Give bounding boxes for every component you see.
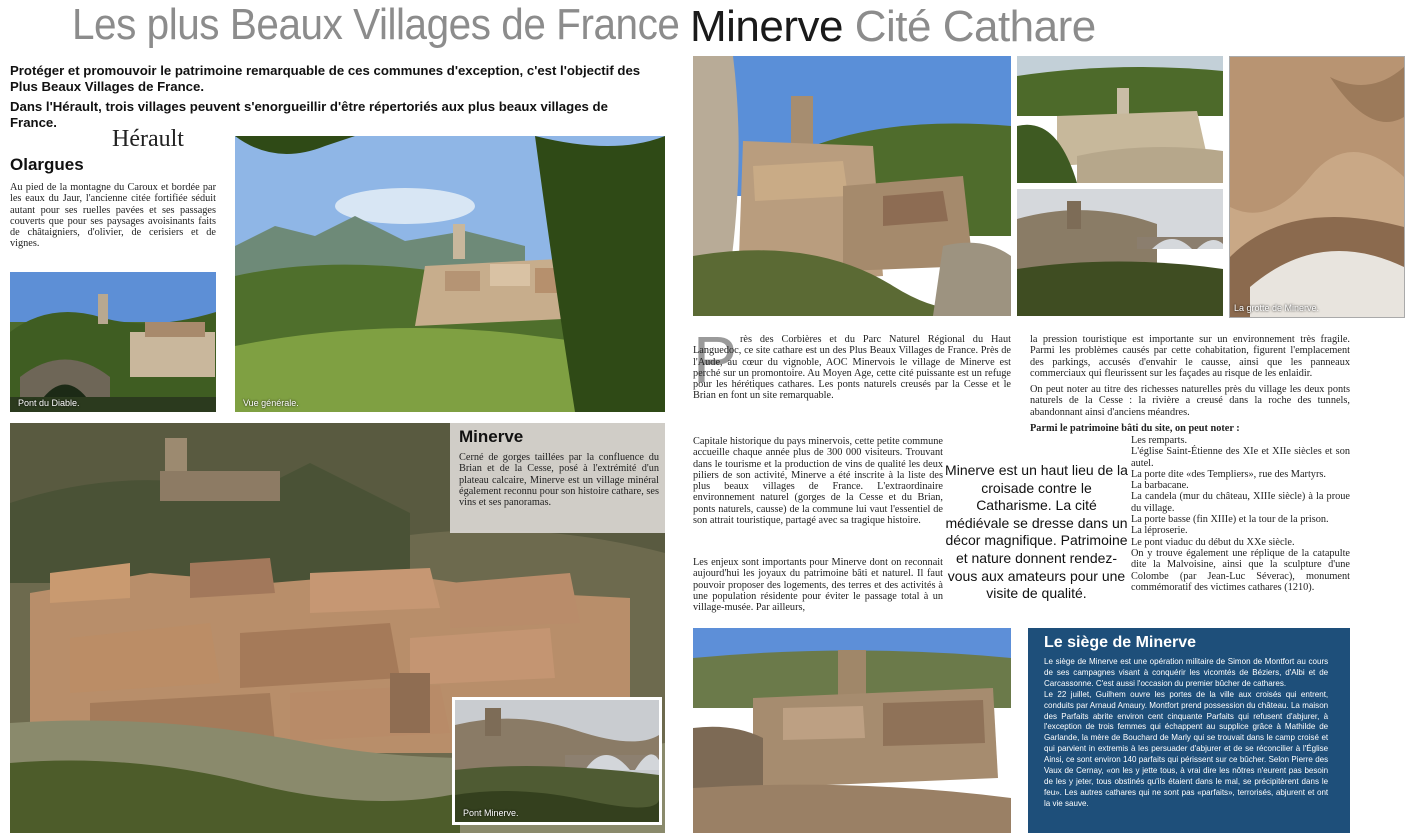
minerve-cliff-photo: [1017, 56, 1223, 183]
intro-paragraph-2: Dans l'Hérault, trois villages peuvent s'enorgueillir d'être répertoriés aux plus beaux villages de France.: [10, 99, 608, 130]
siege-paragraph-1: Le siège de Minerve est une opération militaire de Simon de Montfort au cours de ses campagnes visant à conquérir les vicomtés de Béziers, d'Albi et de Carcassonne. C'est aussi l'occasion du premier bûcher de cathares.: [1044, 656, 1329, 688]
patrimoine-item: La porte dite «des Templiers», rue des Martyrs.: [1131, 468, 1326, 480]
left-page-title: Les plus Beaux Villages de France: [72, 0, 680, 49]
intro-paragraph-1: Protéger et promouvoir le patrimoine remarquable de ces communes d'exception, c'est l'objectif des Plus Beaux Villages de France.: [10, 63, 641, 94]
olargues-text: Au pied de la montagne du Caroux et bordée par les eaux du Jaur, l'ancienne citée fortifiée séduit autant pour ses ruelles pavées et ses passages couverts que pour ses paysages avoisinants faits de châtaigniers, d'olivier, de cerisiers et de vignes.: [10, 182, 216, 250]
patrimoine-list: [1131, 435, 1350, 593]
article-col1-p1: rès des Corbières et du Parc Naturel Régional du Haut Languedoc, ce site cathare est un des Plus Beaux Villages de France. Près de l'Aude, au cœur du vignoble, AOC Minervois le village de Minerve est perché sur un promontoire. Au Moyen Age, cette cité puissante est un refuge pour les hérétiques cathares. Les ponts naturels creusés par la Cesse et le Brian en font un site remarquable.: [693, 334, 1011, 402]
minerve-viaduct-photo: [1017, 189, 1223, 316]
right-page-title: [690, 2, 1096, 52]
minerve-village-photo: [693, 56, 1011, 316]
pull-quote: Minerve est un haut lieu de la croisade contre le Catharisme. La cité médiévale se dresse dans un décor magnifique. Patrimoine et nature donnent rendez-vous aux amateurs pour une visite de qualité.: [945, 462, 1128, 602]
grotte-photo: [1229, 56, 1405, 318]
patrimoine-item: La léproserie.: [1131, 525, 1188, 537]
patrimoine-item: Le pont viaduc du début du XXe siècle.: [1131, 536, 1295, 548]
patrimoine-item: La porte basse (fin XIIIe) et la tour de la prison.: [1131, 514, 1329, 526]
minerve-heading: Minerve: [459, 427, 524, 446]
minerve-church-photo: [693, 628, 1011, 833]
siege-text: [1044, 656, 1328, 809]
patrimoine-item: La candela (mur du château, XIIIe siècle) à la proue du village.: [1131, 491, 1350, 514]
article-col2-p1: la pression touristique est importante sur un environnement très fragile. Parmi les problèmes causés par cette cohabitation, figurent l'emplacement des parkings, accusés d'envahir le causse, ainsi que les panneaux commerciaux qui fleurissent sur les façades au risque de les enlaidir.: [1030, 334, 1350, 379]
grotte-caption: La grotte de Minerve.: [1234, 303, 1320, 313]
article-col2-p2: On peut noter au titre des richesses naturelles près du village les deux ponts naturels de la Cesse : la rivière a creusé dans la roche des tunnels, abandonnant ainsi d'anciens méandres.: [1030, 384, 1350, 418]
patrimoine-item: On y trouve également une réplique de la catapulte dite la Malvoisine, ainsi que la sculpture d'une Colombe (par Jean-Luc Séverac), monument commémoratif des victimes cathares (1210).: [1131, 547, 1350, 593]
patrimoine-heading: Parmi le patrimoine bâti du site, on peut noter :: [1030, 423, 1240, 434]
region-heading: Hérault: [112, 126, 184, 152]
patrimoine-item: La barbacane.: [1131, 480, 1189, 492]
minerve-bridge-caption: Pont Minerve.: [463, 808, 519, 818]
olargues-general-photo: [235, 136, 665, 412]
minerve-bridge-photo: [452, 697, 662, 825]
patrimoine-item: Les remparts.: [1131, 435, 1188, 446]
olargues-heading: Olargues: [10, 155, 84, 174]
olargues-bridge-photo: [10, 272, 216, 412]
siege-box: [1028, 628, 1350, 833]
dropcap: P: [693, 322, 738, 396]
siege-heading: Le siège de Minerve: [1044, 634, 1197, 651]
olargues-general-caption: Vue générale.: [243, 398, 299, 408]
title-sub: Cité Cathare: [854, 2, 1096, 51]
olargues-bridge-caption: Pont du Diable.: [18, 398, 80, 408]
article-col1-p3: Les enjeux sont importants pour Minerve dont on reconnait aujourd'hui les joyaux du patrimoine bâti et naturel. Il faut pouvoir proposer des logements, des terres et des activités à une population résidente pour éviter le passage total à un village-musée. Par ailleurs,: [693, 557, 943, 614]
article-col1-p2: Capitale historique du pays minervois, cette petite commune accueille chaque année plus de 300 000 visiteurs. Trouvant dans le tourisme et la production de vins de qualité les deux piliers de son activité, Minerve a été inscrite à la liste des plus beaux villages de France. L'extraordinaire environnement naturel (gorges de la Cesse et du Brian, ponts naturels, causse) de la commune lui vaut l'essentiel de son attrait touristique, partagé avec sa tragique histoire.: [693, 436, 943, 527]
patrimoine-item: L'église Saint-Étienne des XIe et XIIe siècles et son autel.: [1131, 446, 1350, 469]
title-main: Minerve: [690, 2, 843, 51]
minerve-info-box: [450, 423, 665, 533]
minerve-text: Cerné de gorges taillées par la confluence du Brian et de la Cesse, posé à l'extrémité d'un plateau calcaire, Minerve est un village minéral également reconnu pour son histoire cathare, ses vins et ses panoramas.: [459, 452, 659, 509]
siege-paragraph-2: Le 22 juillet, Guilhem ouvre les portes de la ville aux croisés qui entrent, conduits par Arnaud Amaury. Montfort prend possession du château. La maison des Parfaits abrite environ cent cinquante Parfaits qui refusent d'abjurer, à l'exception de trois femmes qui échappent au supplice grâce à Mathilde de Garlande, la mère de Bouchard de Marly qui se trouvait dans le camp croisé et qui parvient in extremis à les persuader d'abjurer et de se réconcilier à l'Église Ainsi, ce sont environ 140 parfaits qui périssent sur ce bûcher. Selon Pierre des Vaux de Cernay, «on les y jette tous, à vrai dire les nôtres n'eurent pas besoin de les y jeter, tous obstinés qu'ils étaient dans le mal, se précipitèrent dans le feu». Les autres cathares qui ne sont pas «parfaits», terrorisés, abjurent et ont la vie sauve.: [1044, 688, 1329, 808]
